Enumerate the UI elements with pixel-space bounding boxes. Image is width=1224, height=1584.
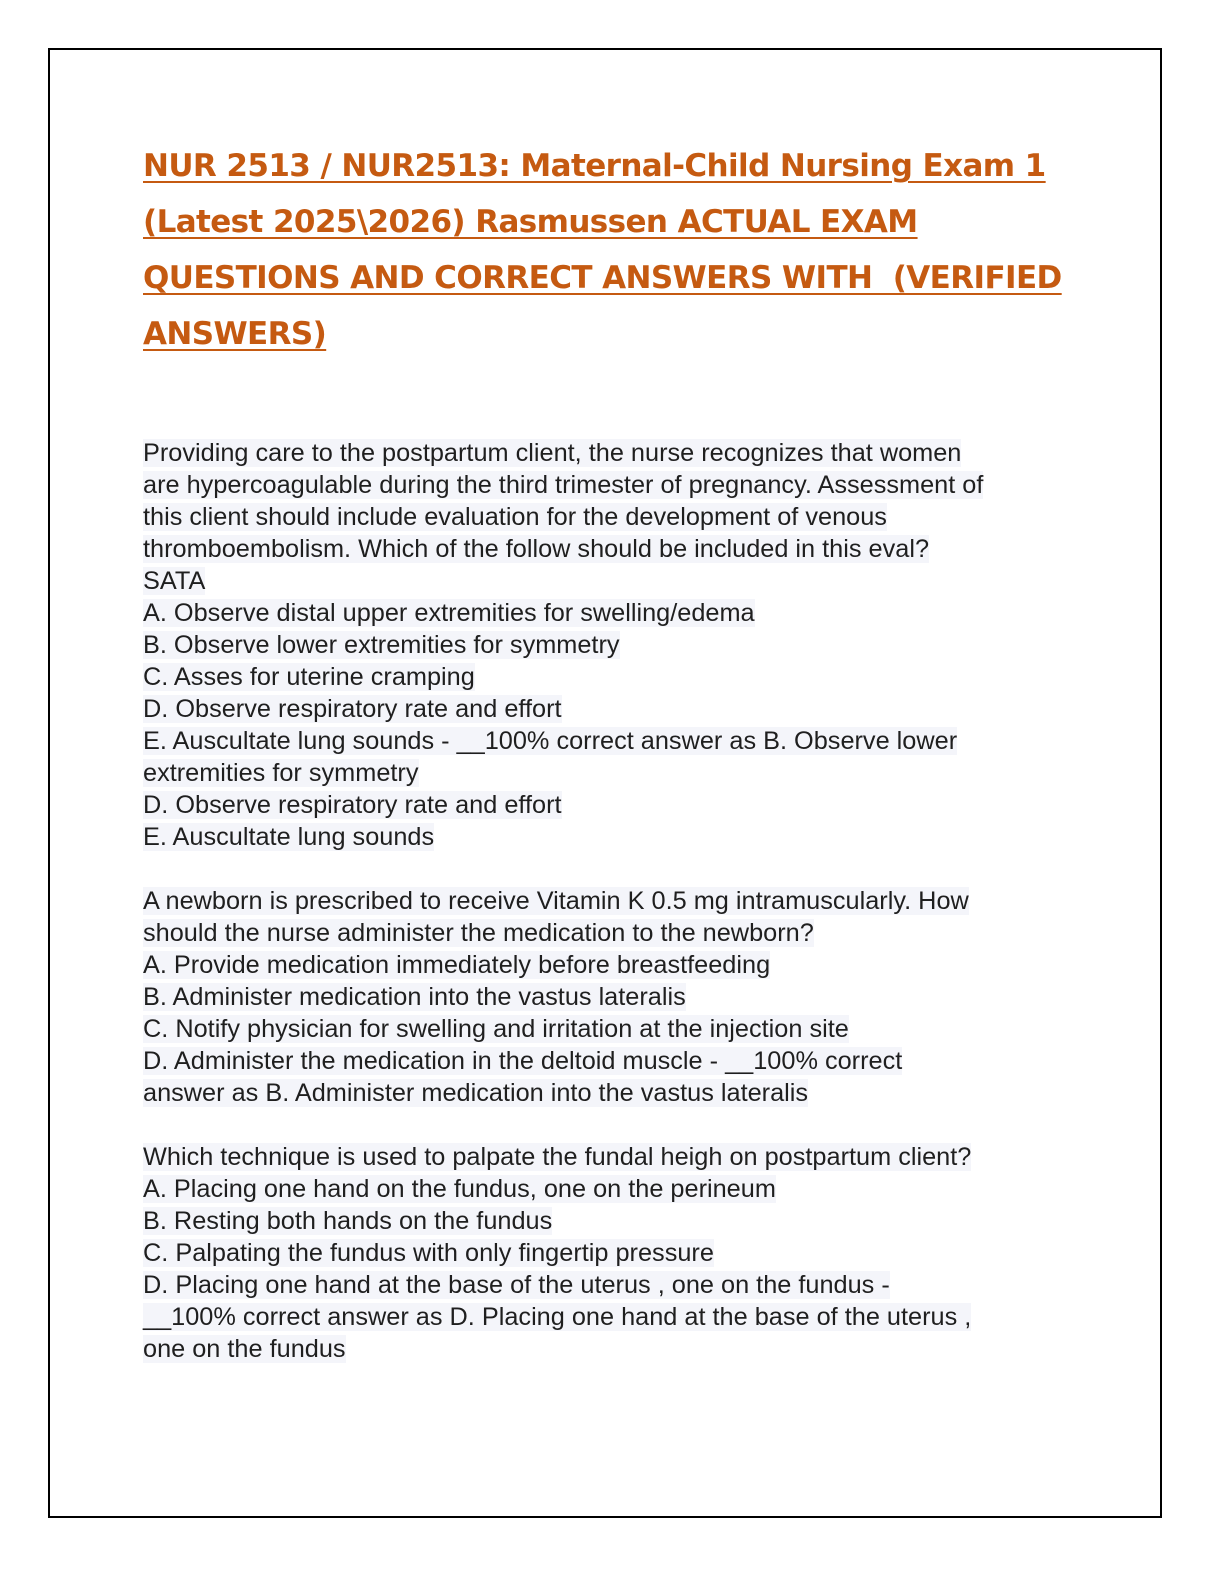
correct-answer-line: one on the fundus (143, 1335, 346, 1363)
answer-option: C. Asses for uterine cramping (143, 663, 475, 691)
question-block-1 (143, 437, 1103, 853)
title-line: ANSWERS) (143, 316, 327, 352)
answer-option: D. Placing one hand at the base of the uterus , one on the fundus - (143, 1271, 890, 1299)
question-block-3 (143, 1141, 1103, 1365)
answer-option: A. Placing one hand on the fundus, one on the perineum (143, 1175, 776, 1203)
question-text-line: Which technique is used to palpate the fundal heigh on postpartum client? (143, 1143, 972, 1171)
question-text-line: Providing care to the postpartum client, the nurse recognizes that women (143, 439, 962, 467)
correct-answer-line: extremities for symmetry (143, 759, 419, 787)
correct-answer-line: __100% correct answer as D. Placing one hand at the base of the uterus , (143, 1303, 972, 1331)
answer-option: B. Observe lower extremities for symmetry (143, 631, 620, 659)
question-text-line: thromboembolism. Which of the follow should be included in this eval? (143, 535, 930, 563)
answer-option: D. Observe respiratory rate and effort (143, 695, 562, 723)
answer-option: C. Palpating the fundus with only fingertip pressure (143, 1239, 714, 1267)
question-text-line: A newborn is prescribed to receive Vitamin K 0.5 mg intramuscularly. How (143, 887, 969, 915)
question-text-line: should the nurse administer the medication to the newborn? (143, 919, 814, 947)
title-line: NUR 2513 / NUR2513: Maternal-Child Nursing Exam 1 (143, 148, 1046, 184)
question-text-line: are hypercoagulable during the third trimester of pregnancy. Assessment of (143, 471, 984, 499)
document-title (143, 138, 1083, 362)
correct-answer-line: answer as B. Administer medication into the vastus lateralis (143, 1079, 809, 1107)
answer-option: E. Auscultate lung sounds - __100% correct answer as B. Observe lower (143, 727, 958, 755)
answer-option: D. Administer the medication in the deltoid muscle - __100% correct (143, 1047, 903, 1075)
answer-option: A. Provide medication immediately before breastfeeding (143, 951, 771, 979)
question-list (143, 437, 1103, 1397)
answer-option: B. Administer medication into the vastus lateralis (143, 983, 686, 1011)
answer-option: B. Resting both hands on the fundus (143, 1207, 553, 1235)
question-block-2 (143, 885, 1103, 1109)
answer-option: A. Observe distal upper extremities for swelling/edema (143, 599, 755, 627)
correct-answer-line: D. Observe respiratory rate and effort (143, 791, 562, 819)
title-line: (Latest 2025\2026) Rasmussen ACTUAL EXAM (143, 204, 918, 240)
title-line: QUESTIONS AND CORRECT ANSWERS WITH (VERIFIED (143, 260, 1062, 296)
question-text-line: SATA (143, 567, 206, 595)
answer-option: C. Notify physician for swelling and irritation at the injection site (143, 1015, 849, 1043)
correct-answer-line: E. Auscultate lung sounds (143, 823, 435, 851)
question-text-line: this client should include evaluation for the development of venous (143, 503, 887, 531)
